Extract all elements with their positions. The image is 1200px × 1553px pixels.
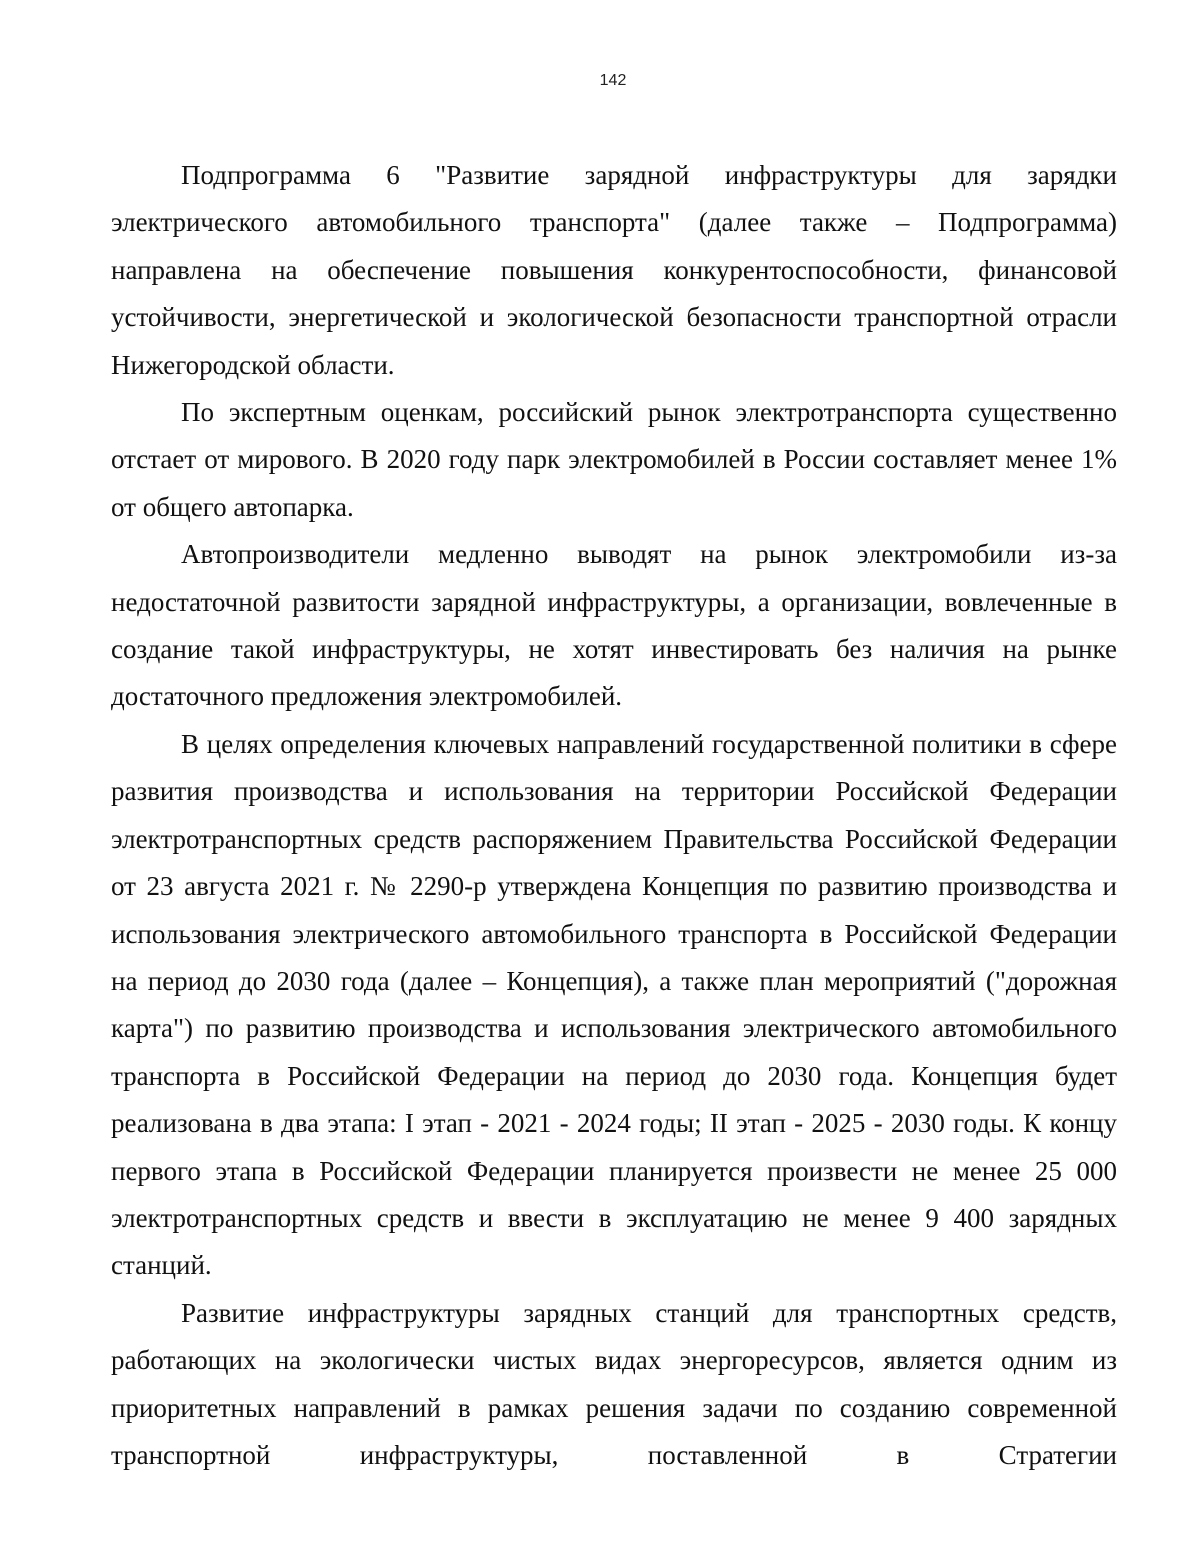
paragraph-concept: В целях определения ключевых направлений государственной политики в сфере развития производства и использования на территории Российской Федерации электротранспортных средств распоряжением Правительства Российской Федерации от 23 августа 2021 г. № 2290-р утверждена Концепция по развитию производства и использования электрического автомобильного транспорта в Российской Федерации на период до 2030 года (далее – Концепция), а также план мероприятий ("дорожная карта") по развитию производства и использования электрического автомобильного транспорта в Российской Федерации на период до 2030 года. Концепция будет реализована в два этапа: I этап - 2021 - 2024 годы; II этап - 2025 - 2030 годы. К концу первого этапа в Российской Федерации планируется произвести не менее 25 000 электротранспортных средств и ввести в эксплуатацию не менее 9 400 зарядных станций. — [111, 728, 1117, 1281]
page-number: 142 — [599, 72, 627, 89]
paragraph-market-assessment: По экспертным оценкам, российский рынок электротранспорта существенно отстает от мирового. В 2020 году парк электромобилей в России составляет менее 1% от общего автопарка. — [111, 397, 1117, 522]
document-body — [111, 152, 1117, 1479]
paragraph-subprogram-purpose: Подпрограмма 6 "Развитие зарядной инфраструктуры для зарядки электрического автомобильного транспорта" (далее также – Подпрограмма) направлена на обеспечение повышения конкурентоспособности, финансовой устойчивости, энергетической и экологической безопасности транспортной отрасли Нижегородской области. — [111, 160, 1117, 380]
paragraph-manufacturers: Автопроизводители медленно выводят на рынок электромобили из-за недостаточной развитости зарядной инфраструктуры, а организации, вовлеченные в создание такой инфраструктуры, не хотят инвестировать без наличия на рынке достаточного предложения электромобилей. — [111, 539, 1117, 712]
paragraph-infrastructure-priority: Развитие инфраструктуры зарядных станций для транспортных средств, работающих на экологически чистых видах энергоресурсов, является одним из приоритетных направлений в рамках решения задачи по созданию современной транспортной инфраструктуры, поставленной в Стратегии — [111, 1297, 1117, 1470]
